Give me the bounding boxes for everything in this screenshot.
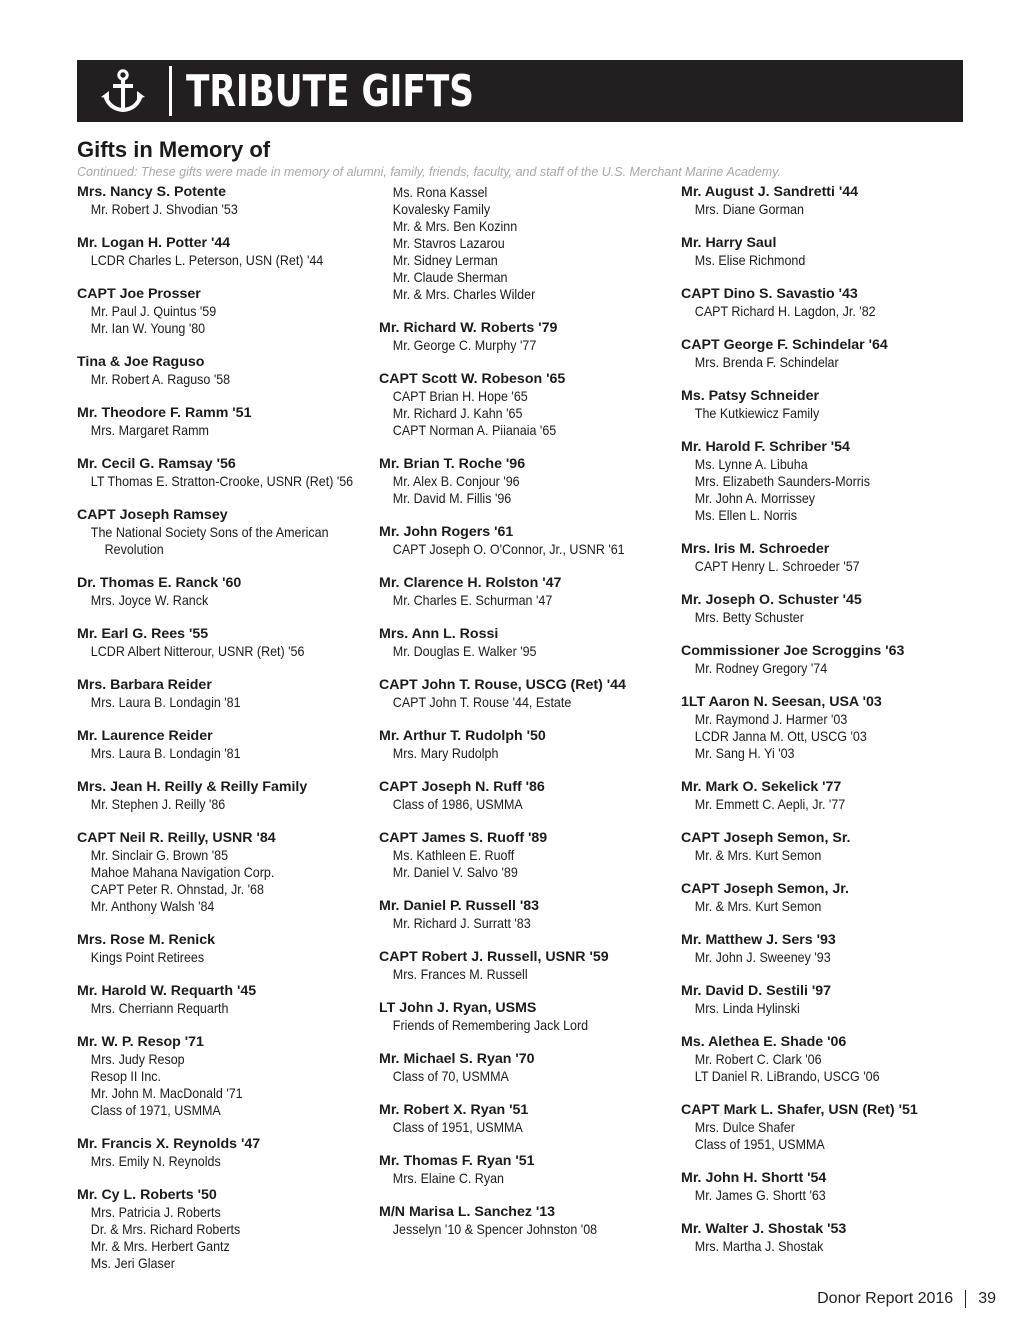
donor-name: Mrs. Mary Rudolph <box>392 746 499 761</box>
donor-name: Mr. Robert A. Raguso '58 <box>90 372 231 387</box>
donor-name: Class of 1986, USMMA <box>392 797 523 812</box>
tribute-entry <box>77 1136 372 1170</box>
honoree-name: Mr. Richard W. Roberts '79 <box>379 320 558 336</box>
donor-list <box>681 201 971 218</box>
tribute-entry <box>77 677 372 711</box>
tribute-entry <box>77 779 372 813</box>
tribute-entry <box>379 1153 674 1187</box>
honoree-name: Mr. Laurence Reider <box>77 728 213 744</box>
tribute-entry <box>681 388 971 422</box>
donor-name: Ms. Jeri Glaser <box>90 1256 175 1271</box>
donor-list <box>681 1238 971 1255</box>
tribute-entry <box>681 592 971 626</box>
honoree-name: Mrs. Barbara Reider <box>77 677 212 693</box>
donor-list <box>681 1000 971 1017</box>
section-intro: Continued: These gifts were made in memory of alumni, family, friends, faculty, and staff of the U.S. Merchant Marine Academy. <box>77 165 782 179</box>
tribute-entry <box>681 1221 971 1255</box>
tribute-entry <box>681 932 971 966</box>
tribute-entry <box>379 830 674 881</box>
donor-name: Ms. Ellen L. Norris <box>694 508 797 523</box>
donor-list <box>681 660 971 677</box>
donor-name: Mrs. Martha J. Shostak <box>694 1239 824 1254</box>
honoree-name: Mr. Arthur T. Rudolph '50 <box>379 728 546 744</box>
donor-name: Ms. Lynne A. Libuha <box>694 457 808 472</box>
tribute-entry <box>379 949 674 983</box>
honoree-name: Dr. Thomas E. Ranck '60 <box>77 575 242 591</box>
honoree-name: Mr. John Rogers '61 <box>379 524 514 540</box>
tribute-entry <box>681 983 971 1017</box>
banner-divider <box>169 66 172 116</box>
donor-name: Mrs. Brenda F. Schindelar <box>694 355 839 370</box>
donor-list <box>379 592 674 609</box>
donor-name: Mr. Richard J. Kahn '65 <box>392 406 523 421</box>
honoree-name: Mr. Earl G. Rees '55 <box>77 626 209 642</box>
tribute-entry <box>379 898 674 932</box>
donor-name: Class of 1951, USMMA <box>392 1120 523 1135</box>
donor-name: Mrs. Elaine C. Ryan <box>392 1171 505 1186</box>
donor-name: LT Thomas E. Stratton-Crooke, USNR (Ret) '56 <box>90 474 354 489</box>
donor-name: Class of 70, USMMA <box>392 1069 509 1084</box>
honoree-name: CAPT Neil R. Reilly, USNR '84 <box>77 830 276 846</box>
honoree-name: CAPT Joseph Ramsey <box>77 507 228 523</box>
donor-list <box>379 1017 674 1034</box>
donor-name: Jesselyn '10 & Spencer Johnston '08 <box>392 1222 598 1237</box>
page-number: 39 <box>978 1290 996 1307</box>
tribute-entry <box>681 1102 971 1153</box>
section-heading: Gifts in Memory of <box>77 137 271 162</box>
honoree-name: Mr. Robert X. Ryan '51 <box>379 1102 529 1118</box>
donor-name: Mrs. Laura B. Londagin '81 <box>90 695 241 710</box>
donor-name: CAPT Norman A. Piianaia '65 <box>392 423 557 438</box>
donor-list <box>77 303 372 337</box>
donor-name: Mr. Robert C. Clark '06 <box>694 1052 822 1067</box>
honoree-name: CAPT George F. Schindelar '64 <box>681 337 888 353</box>
donor-name: Mrs. Patricia J. Roberts <box>90 1205 221 1220</box>
honoree-name: Mrs. Rose M. Renick <box>77 932 215 948</box>
donor-name: Ms. Elise Richmond <box>694 253 806 268</box>
donor-name: Resop II Inc. <box>90 1069 162 1084</box>
donor-name: Mr. Stephen J. Reilly '86 <box>90 797 226 812</box>
honoree-name: Mr. John H. Shortt '54 <box>681 1170 827 1186</box>
honoree-name: Mr. Harry Saul <box>681 235 777 251</box>
donor-list <box>77 949 372 966</box>
tribute-entry <box>681 1170 971 1204</box>
honoree-name: Mr. W. P. Resop '71 <box>77 1034 204 1050</box>
donor-name: Mr. David M. Fillis '96 <box>392 491 512 506</box>
honoree-name: Mr. August J. Sandretti '44 <box>681 184 859 200</box>
donor-list <box>379 184 674 303</box>
anchor-icon <box>99 67 147 115</box>
honoree-name: Ms. Alethea E. Shade '06 <box>681 1034 847 1050</box>
section-banner <box>77 60 963 122</box>
tribute-entry <box>77 456 372 490</box>
tribute-entry <box>379 677 674 711</box>
tribute-entry <box>77 184 372 218</box>
donor-name: Mr. George C. Murphy '77 <box>392 338 537 353</box>
donor-name: Dr. & Mrs. Richard Roberts <box>90 1222 241 1237</box>
honoree-name: CAPT Joe Prosser <box>77 286 201 302</box>
honoree-name: Mrs. Nancy S. Potente <box>77 184 227 200</box>
donor-name: Mahoe Mahana Navigation Corp. <box>90 865 275 880</box>
donor-name: Mrs. Laura B. Londagin '81 <box>90 746 241 761</box>
donor-name: Mr. & Mrs. Herbert Gantz <box>90 1239 230 1254</box>
honoree-name: CAPT James S. Ruoff '89 <box>379 830 548 846</box>
donor-list <box>77 592 372 609</box>
donor-name: LT Daniel R. LiBrando, USCG '06 <box>694 1069 880 1084</box>
donor-list <box>681 354 971 371</box>
honoree-name: CAPT Mark L. Shafer, USN (Ret) '51 <box>681 1102 918 1118</box>
donor-name: Mr. & Mrs. Ben Kozinn <box>392 219 518 234</box>
honoree-name: CAPT John T. Rouse, USCG (Ret) '44 <box>379 677 626 693</box>
tribute-entry <box>681 337 971 371</box>
tribute-entry <box>681 184 971 218</box>
donor-name: Friends of Remembering Jack Lord <box>392 1018 589 1033</box>
donor-name: Class of 1971, USMMA <box>90 1103 221 1118</box>
donor-name: Mr. John J. Sweeney '93 <box>694 950 831 965</box>
donor-list <box>681 456 971 524</box>
donor-name: CAPT Joseph O. O'Connor, Jr., USNR '61 <box>392 542 625 557</box>
donor-list <box>77 1000 372 1017</box>
donor-list <box>681 711 971 762</box>
donor-name: Mr. Sinclair G. Brown '85 <box>90 848 229 863</box>
donor-name: Mr. Ian W. Young '80 <box>90 321 206 336</box>
tribute-entry <box>77 1034 372 1119</box>
donor-list <box>681 558 971 575</box>
tribute-entry <box>77 235 372 269</box>
donor-name: Mrs. Emily N. Reynolds <box>90 1154 221 1169</box>
donor-name: Mr. & Mrs. Kurt Semon <box>694 899 822 914</box>
donor-name: Mr. Stavros Lazarou <box>392 236 505 251</box>
donor-name: CAPT Richard H. Lagdon, Jr. '82 <box>694 304 876 319</box>
tribute-entry <box>681 694 971 762</box>
donor-name: Class of 1951, USMMA <box>694 1137 825 1152</box>
honoree-name: Mrs. Iris M. Schroeder <box>681 541 830 557</box>
tribute-entry <box>379 1000 674 1034</box>
honoree-name: Mr. Cy L. Roberts '50 <box>77 1187 217 1203</box>
donor-list <box>681 1051 971 1085</box>
page-footer <box>760 1288 996 1310</box>
donor-name: Mrs. Frances M. Russell <box>392 967 528 982</box>
donor-name: Kings Point Retirees <box>90 950 205 965</box>
honoree-name: Mr. Clarence H. Rolston '47 <box>379 575 562 591</box>
honoree-name: 1LT Aaron N. Seesan, USA '03 <box>681 694 882 710</box>
donor-list <box>379 694 674 711</box>
donor-name: Mr. Daniel V. Salvo '89 <box>392 865 518 880</box>
tribute-entry <box>379 575 674 609</box>
donor-list <box>379 1068 674 1085</box>
donor-list <box>681 898 971 915</box>
honoree-name: CAPT Joseph Semon, Sr. <box>681 830 851 846</box>
donor-name: Mr. Emmett C. Aepli, Jr. '77 <box>694 797 846 812</box>
honoree-name: CAPT Robert J. Russell, USNR '59 <box>379 949 609 965</box>
donor-list <box>379 541 674 558</box>
donor-list <box>681 405 971 422</box>
donor-name: The Kutkiewicz Family <box>694 406 820 421</box>
donor-list <box>77 524 372 558</box>
donor-list <box>77 847 372 915</box>
donor-name: CAPT John T. Rouse '44, Estate <box>392 695 572 710</box>
tribute-entry <box>681 286 971 320</box>
donor-name: Mr. James G. Shortt '63 <box>694 1188 826 1203</box>
honoree-name: Mr. Thomas F. Ryan '51 <box>379 1153 535 1169</box>
tribute-entry <box>77 575 372 609</box>
tribute-entry <box>77 626 372 660</box>
donor-name: Mr. & Mrs. Kurt Semon <box>694 848 822 863</box>
donor-list <box>77 1051 372 1119</box>
tribute-entry <box>681 881 971 915</box>
donor-list <box>77 371 372 388</box>
tribute-entry <box>379 524 674 558</box>
tribute-entry <box>379 1051 674 1085</box>
tribute-entry <box>379 728 674 762</box>
donor-list <box>77 1204 372 1272</box>
donor-name: CAPT Brian H. Hope '65 <box>392 389 528 404</box>
tribute-entry <box>77 1187 372 1272</box>
donor-name: Mr. Douglas E. Walker '95 <box>392 644 537 659</box>
honoree-name: Ms. Patsy Schneider <box>681 388 819 404</box>
donor-name: Mrs. Dulce Shafer <box>694 1120 795 1135</box>
tribute-entry <box>77 354 372 388</box>
tribute-entry <box>379 1102 674 1136</box>
donor-list <box>77 422 372 439</box>
donor-name: Mr. Claude Sherman <box>392 270 508 285</box>
tribute-entry <box>77 286 372 337</box>
donor-list <box>681 252 971 269</box>
donor-name: Mr. Paul J. Quintus '59 <box>90 304 217 319</box>
honoree-name: Mr. Cecil G. Ramsay '56 <box>77 456 236 472</box>
tribute-entry <box>379 1204 674 1238</box>
honoree-name: Mrs. Jean H. Reilly & Reilly Family <box>77 779 308 795</box>
tribute-column-1 <box>77 184 372 1289</box>
donor-list <box>379 847 674 881</box>
donor-list <box>379 915 674 932</box>
donor-name: Mrs. Betty Schuster <box>694 610 804 625</box>
donor-list <box>77 252 372 269</box>
donor-list <box>77 694 372 711</box>
donor-list <box>379 745 674 762</box>
donor-name: Ms. Rona Kassel <box>392 185 488 200</box>
tribute-entry <box>681 1034 971 1085</box>
donor-name: Mr. Charles E. Schurman '47 <box>392 593 553 608</box>
donor-list <box>379 1221 674 1238</box>
donor-list <box>379 1119 674 1136</box>
donor-list <box>77 201 372 218</box>
honoree-name: Mr. Joseph O. Schuster '45 <box>681 592 862 608</box>
donor-list <box>77 745 372 762</box>
honoree-name: LT John J. Ryan, USMS <box>379 1000 537 1016</box>
donor-list <box>681 303 971 320</box>
honoree-name: Mr. Daniel P. Russell '83 <box>379 898 540 914</box>
donor-name: Mr. Richard J. Surratt '83 <box>392 916 531 931</box>
donor-name: Mr. John A. Morrissey <box>694 491 816 506</box>
donor-list <box>681 796 971 813</box>
honoree-name: Mr. Walter J. Shostak '53 <box>681 1221 847 1237</box>
tribute-column-3 <box>681 184 971 1272</box>
donor-list <box>379 337 674 354</box>
donor-name: Mr. & Mrs. Charles Wilder <box>392 287 536 302</box>
donor-name: Revolution <box>104 542 164 557</box>
donor-name: Mr. Rodney Gregory '74 <box>694 661 828 676</box>
honoree-name: M/N Marisa L. Sanchez '13 <box>379 1204 556 1220</box>
tribute-entry <box>77 405 372 439</box>
donor-list <box>379 388 674 439</box>
honoree-name: Mr. Theodore F. Ramm '51 <box>77 405 252 421</box>
tribute-entry <box>681 643 971 677</box>
honoree-name: Mr. Harold F. Schriber '54 <box>681 439 850 455</box>
donor-name: Mr. Raymond J. Harmer '03 <box>694 712 848 727</box>
honoree-name: Mr. Brian T. Roche '96 <box>379 456 526 472</box>
honoree-name: Mr. Michael S. Ryan '70 <box>379 1051 535 1067</box>
report-title: Donor Report 2016 <box>817 1290 954 1307</box>
honoree-name: CAPT Joseph N. Ruff '86 <box>379 779 545 795</box>
donor-name: Mr. Anthony Walsh '84 <box>90 899 215 914</box>
donor-list <box>681 1119 971 1153</box>
donor-name: CAPT Peter R. Ohnstad, Jr. '68 <box>90 882 264 897</box>
tribute-entry <box>379 779 674 813</box>
tribute-entry <box>379 626 674 660</box>
donor-name: Mr. John M. MacDonald '71 <box>90 1086 243 1101</box>
donor-list <box>681 949 971 966</box>
tribute-column-2 <box>379 184 674 1255</box>
donor-list <box>77 1153 372 1170</box>
tribute-entry <box>681 235 971 269</box>
donor-list <box>379 966 674 983</box>
tribute-entry <box>77 983 372 1017</box>
donor-name: LCDR Charles L. Peterson, USN (Ret) '44 <box>90 253 324 268</box>
donor-list <box>681 609 971 626</box>
honoree-name: Tina & Joe Raguso <box>77 354 205 370</box>
honoree-name: Mr. Mark O. Sekelick '77 <box>681 779 842 795</box>
tribute-entry <box>379 456 674 507</box>
honoree-name: Commissioner Joe Scroggins '63 <box>681 643 905 659</box>
donor-name: Mr. Robert J. Shvodian '53 <box>90 202 238 217</box>
donor-name: Ms. Kathleen E. Ruoff <box>392 848 515 863</box>
tribute-entry <box>77 507 372 558</box>
tribute-entry <box>77 728 372 762</box>
honoree-name: Mr. David D. Sestili '97 <box>681 983 832 999</box>
donor-name: LCDR Janna M. Ott, USCG '03 <box>694 729 867 744</box>
tribute-entry <box>379 184 674 303</box>
anchor-icon-box <box>77 60 169 122</box>
honoree-name: Mr. Logan H. Potter '44 <box>77 235 231 251</box>
donor-list <box>379 643 674 660</box>
donor-name: Mrs. Linda Hylinski <box>694 1001 800 1016</box>
donor-list <box>681 847 971 864</box>
donor-name: Mrs. Cherriann Requarth <box>90 1001 229 1016</box>
donor-name: Mrs. Judy Resop <box>90 1052 185 1067</box>
donor-name: Mrs. Joyce W. Ranck <box>90 593 209 608</box>
footer-divider <box>965 1290 966 1308</box>
banner-title: TRIBUTE GIFTS <box>186 65 474 117</box>
donor-list <box>681 1187 971 1204</box>
honoree-name: Mr. Francis X. Reynolds '47 <box>77 1136 261 1152</box>
donor-name: Kovalesky Family <box>392 202 491 217</box>
donor-name: Mrs. Margaret Ramm <box>90 423 209 438</box>
donor-list <box>379 1170 674 1187</box>
honoree-name: Mr. Harold W. Requarth '45 <box>77 983 257 999</box>
donor-list <box>77 796 372 813</box>
donor-name: Mrs. Elizabeth Saunders-Morris <box>694 474 870 489</box>
tribute-entry <box>681 779 971 813</box>
honoree-name: Mr. Matthew J. Sers '93 <box>681 932 836 948</box>
donor-list <box>379 796 674 813</box>
donor-list <box>379 473 674 507</box>
honoree-name: CAPT Dino S. Savastio '43 <box>681 286 858 302</box>
tribute-entry <box>77 830 372 915</box>
tribute-entry <box>681 541 971 575</box>
tribute-entry <box>379 320 674 354</box>
honoree-name: CAPT Joseph Semon, Jr. <box>681 881 849 897</box>
donor-name: Mrs. Diane Gorman <box>694 202 804 217</box>
tribute-entry <box>681 439 971 524</box>
honoree-name: CAPT Scott W. Robeson '65 <box>379 371 566 387</box>
tribute-entry <box>379 371 674 439</box>
donor-name: LCDR Albert Nitterour, USNR (Ret) '56 <box>90 644 305 659</box>
donor-name: The National Society Sons of the American <box>90 525 329 540</box>
donor-name: Mr. Alex B. Conjour '96 <box>392 474 520 489</box>
donor-name: Mr. Sidney Lerman <box>392 253 498 268</box>
tribute-entry <box>77 932 372 966</box>
donor-list <box>77 643 372 660</box>
tribute-entry <box>681 830 971 864</box>
donor-name: Mr. Sang H. Yi '03 <box>694 746 795 761</box>
donor-list <box>77 473 372 490</box>
donor-name: CAPT Henry L. Schroeder '57 <box>694 559 860 574</box>
honoree-name: Mrs. Ann L. Rossi <box>379 626 499 642</box>
